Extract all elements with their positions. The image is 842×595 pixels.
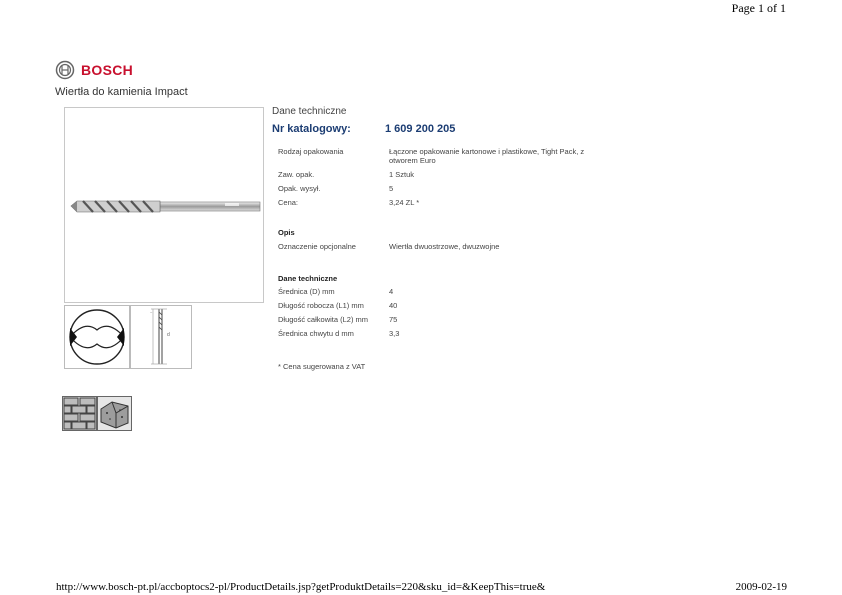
price-footnote: * Cena sugerowana z VAT <box>278 362 366 371</box>
spec-label: Oznaczenie opcjonalne <box>278 242 356 251</box>
spec-value: 40 <box>389 301 398 310</box>
spec-value: Wiertła dwuostrzowe, dwuzwojne <box>389 242 500 251</box>
brick-application-icon[interactable] <box>62 396 97 431</box>
bosch-armature-icon <box>55 60 75 80</box>
page-number: Page 1 of 1 <box>731 1 786 15</box>
drill-dimension-drawing-icon <box>131 306 191 368</box>
drill-bit-illustration <box>65 108 263 302</box>
brick-material-icon <box>63 397 96 430</box>
description-group-title: Opis <box>278 228 295 237</box>
spec-label: Średnica chwytu d mm <box>278 329 354 338</box>
spec-value: 3,3 <box>389 329 400 338</box>
spec-label: Średnica (D) mm <box>278 287 335 296</box>
svg-text:~: ~ <box>150 310 153 315</box>
footer-url[interactable]: http://www.bosch-pt.pl/accboptocs2-pl/ProductDetails.jsp?getProduktDetails=220&sku_id=&KeepThis=true& <box>56 581 546 593</box>
bosch-logo[interactable] <box>55 60 133 80</box>
stone-material-icon <box>98 397 131 430</box>
drill-dimension-thumbnail[interactable] <box>130 305 192 369</box>
product-title: Wiertła do kamienia Impact <box>55 86 188 98</box>
drill-cross-section-icon <box>65 306 129 368</box>
spec-label: Długość robocza (L1) mm <box>278 301 364 310</box>
spec-label: Zaw. opak. <box>278 170 315 179</box>
svg-text:d: d <box>167 332 170 338</box>
catalog-number-label: Nr katalogowy: <box>272 123 351 135</box>
spec-label: Rodzaj opakowania <box>278 147 344 156</box>
drill-cross-section-thumbnail[interactable] <box>64 305 130 369</box>
footer-date: 2009-02-19 <box>735 581 787 593</box>
catalog-number-value: 1 609 200 205 <box>385 123 456 135</box>
stone-application-icon[interactable] <box>97 396 132 431</box>
spec-value: 3,24 ZL * <box>389 198 420 207</box>
spec-value: 5 <box>389 184 394 193</box>
spec-label: Cena: <box>278 198 299 207</box>
spec-label: Opak. wysył. <box>278 184 321 193</box>
spec-value: 75 <box>389 315 398 324</box>
product-main-image[interactable] <box>64 107 264 303</box>
technical-data-group-title: Dane techniczne <box>278 274 338 283</box>
spec-value: 1 Sztuk <box>389 170 415 179</box>
spec-value: 4 <box>389 287 394 296</box>
brand-name: BOSCH <box>81 62 134 78</box>
spec-label: Długość całkowita (L2) mm <box>278 315 369 324</box>
spec-value: Łączone opakowanie kartonowe i plastikowe, Tight Pack, z otworem Euro <box>389 147 585 165</box>
section-heading: Dane techniczne <box>272 106 347 117</box>
